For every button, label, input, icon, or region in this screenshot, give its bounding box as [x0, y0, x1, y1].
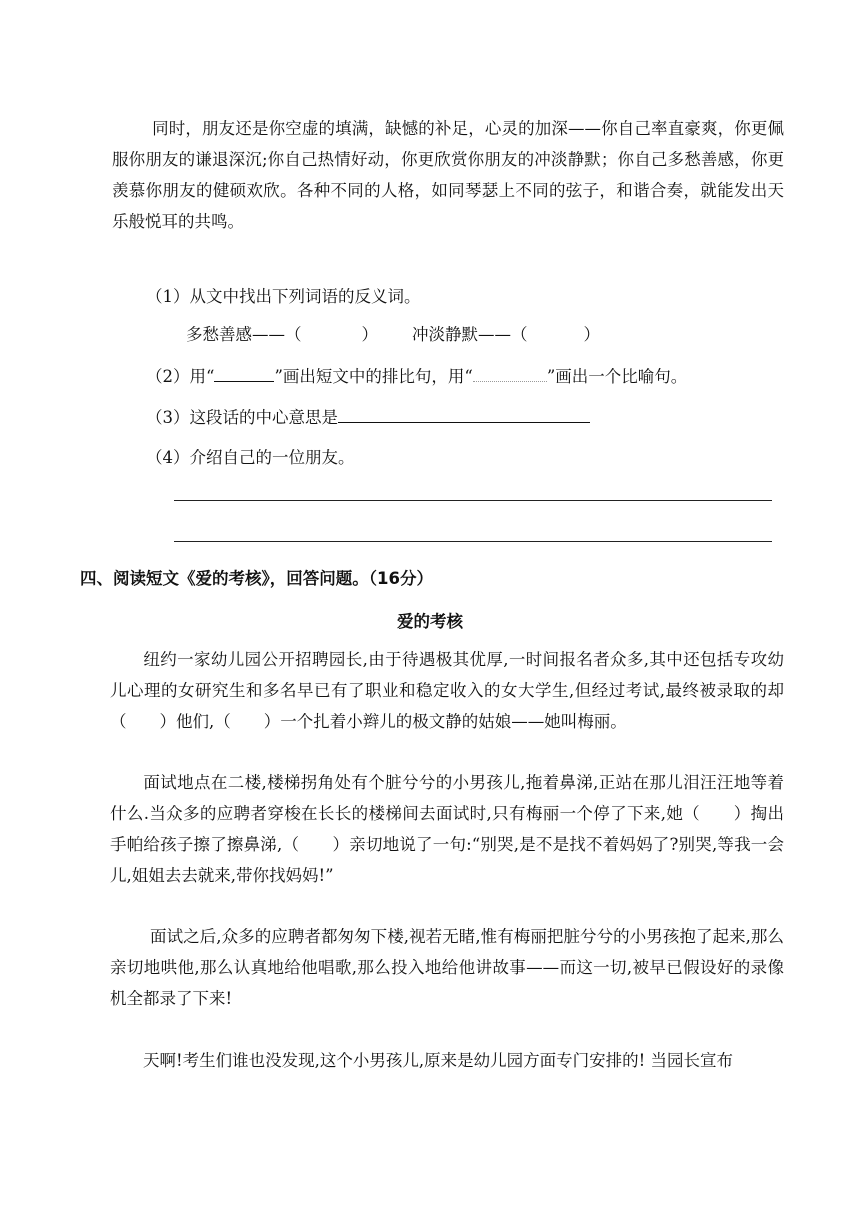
passage-paragraph [112, 113, 784, 237]
question-2 [146, 363, 687, 387]
q1-item-a: 多愁善感——（ [186, 325, 302, 344]
section-heading: 四、阅读短文《爱的考核》，回答问题。（16分） [80, 569, 433, 588]
q3-answer-line[interactable] [338, 408, 590, 423]
q2-prefix: （2）用“ [146, 367, 215, 386]
article-p3-text: 面试之后,众多的应聘者都匆匆下楼,视若无睹,惟有梅丽把脏兮兮的小男孩抱了起来,那么亲切地哄他,那么认真地给他唱歌,那么投入地给他讲故事——而这一切,被早已假设好的录像机全都录了下来! [110, 927, 784, 1008]
question-3 [146, 404, 590, 428]
article-paragraph-1 [110, 644, 784, 737]
wavy-underline-sample [473, 367, 547, 382]
article-p1-text: 纽约一家幼儿园公开招聘园长,由于待遇极其优厚,一时间报名者众多,其中还包括专攻幼儿心理的女研究生和多名早已有了职业和稳定收入的女大学生,但经过考试,最终被录取的却（ ）他们,（ ）一个扎着小辫儿的极文静的姑娘——她叫梅丽。 [110, 650, 784, 731]
article-paragraph-4 [110, 1045, 784, 1076]
answer-line-2[interactable] [174, 541, 772, 542]
answer-line-1[interactable] [174, 500, 772, 501]
article-title: 爱的考核 [397, 612, 463, 631]
article-paragraph-2 [110, 767, 784, 891]
question-1-items [186, 321, 600, 345]
q1-item-b-close: ） [583, 325, 600, 344]
q3-text: （3）这段话的中心意思是 [146, 408, 338, 427]
q2-mid: ”画出短文中的排比句，用“ [274, 367, 473, 386]
article-p4-text: 天啊!考生们谁也没发现,这个小男孩儿,原来是幼儿园方面专门安排的! 当园长宣布 [143, 1051, 733, 1070]
passage-text: 同时，朋友还是你空虚的填满，缺憾的补足，心灵的加深——你自己率直豪爽，你更佩服你朋友的谦退深沉;你自己热情好动，你更欣赏你朋友的冲淡静默；你自己多愁善感，你更羡慕你朋友的健硕欢欣。各种不同的人格，如同琴瑟上不同的弦子，和谐合奏，就能发出天乐般悦耳的共鸣。 [112, 119, 784, 231]
article-paragraph-3 [110, 921, 784, 1014]
question-4: （4）介绍自己的一位朋友。 [146, 448, 355, 467]
straight-underline-sample [214, 367, 274, 382]
question-1: （1）从文中找出下列词语的反义词。 [146, 287, 421, 306]
article-p2-text: 面试地点在二楼,楼梯拐角处有个脏兮兮的小男孩儿,拖着鼻涕,正站在那儿泪汪汪地等着什么.当众多的应聘者穿梭在长长的楼梯间去面试时,只有梅丽一个停了下来,她（ ）掏出手帕给孩子擦了擦鼻涕,（ ）亲切地说了一句:“别哭,是不是找不着妈妈了?别哭,等我一会儿,姐姐去去就来,带你找妈妈!” [110, 773, 784, 885]
q2-suffix: ”画出一个比喻句。 [546, 367, 688, 386]
q1-item-b: 冲淡静默——（ [412, 325, 528, 344]
q1-item-a-close: ） [361, 325, 378, 344]
